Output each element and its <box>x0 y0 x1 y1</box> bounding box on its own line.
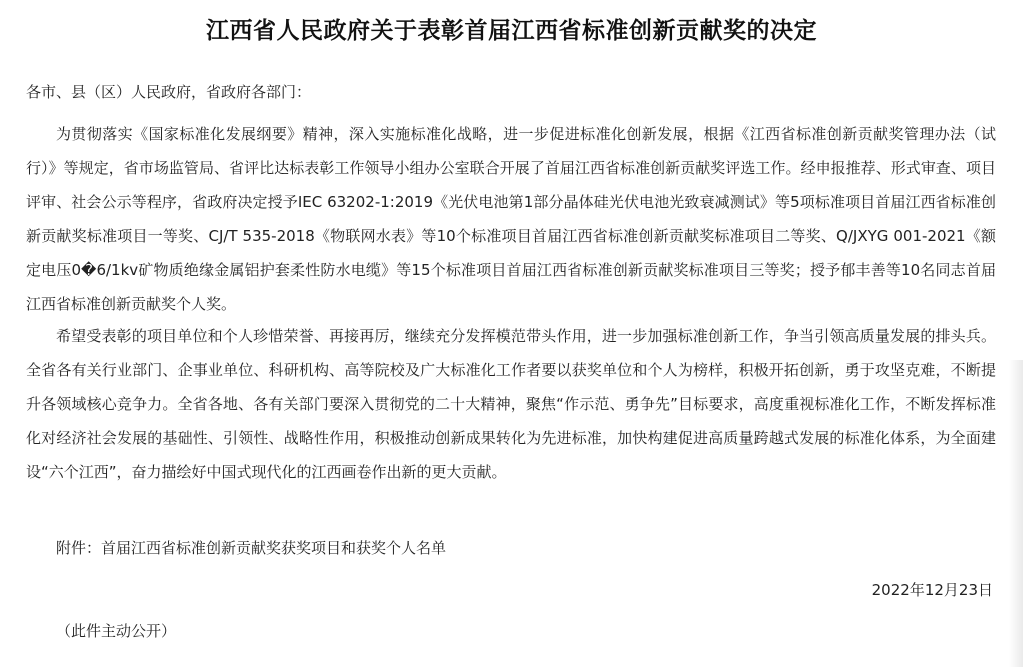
document-title: 江西省人民政府关于表彰首届江西省标准创新贡献奖的决定 <box>206 18 817 44</box>
attachment-line: 附件：首届江西省标准创新贡献奖获奖项目和获奖个人名单 <box>56 539 447 557</box>
paragraph-decision: 为贯彻落实《国家标准化发展纲要》精神，深入实施标准化战略，进一步促进标准化创新发展，根据《江西省标准创新贡献奖管理办法（试行）》等规定，省市场监管局、省评比达标表彰工作领导小组办公室联合开展了首届江西省标准创新贡献奖评选工作。经申报推荐、形式审查、项目评审、社会公示等程序，省政府决定授予IEC 63202-1:2019《光伏电池第1部分晶体硅光伏电池光致衰减测试》等5项标准项目首届江西省标准创新贡献奖标准项目一等奖、CJ/T 535-2018《物联网水表》等10个标准项目首届江西省标准创新贡献奖标准项目二等奖、Q/JXYG 001-2021《额定电压0�6/1kv矿物质绝缘金属铝护套柔性防水电缆》等15个标准项目首届江西省标准创新贡献奖标准项目三等奖；授予郁丰善等10名同志首届江西省标准创新贡献奖个人奖。 <box>26 125 996 313</box>
salutation: 各市、县（区）人民政府，省政府各部门： <box>26 83 312 101</box>
document-date: 2022年12月23日 <box>871 581 993 599</box>
scroll-edge-shadow <box>1009 360 1023 667</box>
paragraph-expectation: 希望受表彰的项目单位和个人珍惜荣誉、再接再厉，继续充分发挥模范带头作用，进一步加强标准创新工作，争当引领高质量发展的排头兵。全省各有关行业部门、企事业单位、科研机构、高等院校及广大标准化工作者要以获奖单位和个人为榜样，积极开拓创新，勇于攻坚克难，不断提升各领域核心竞争力。全省各地、各有关部门要深入贯彻党的二十大精神，聚焦“作示范、勇争先”目标要求，高度重视标准化工作，不断发挥标准化对经济社会发展的基础性、引领性、战略性作用，积极推动创新成果转化为先进标准，加快构建促进高质量跨越式发展的标准化体系，为全面建设“六个江西”，奋力描绘好中国式现代化的江西画卷作出新的更大贡献。 <box>26 327 996 481</box>
public-note: （此件主动公开） <box>56 622 177 640</box>
